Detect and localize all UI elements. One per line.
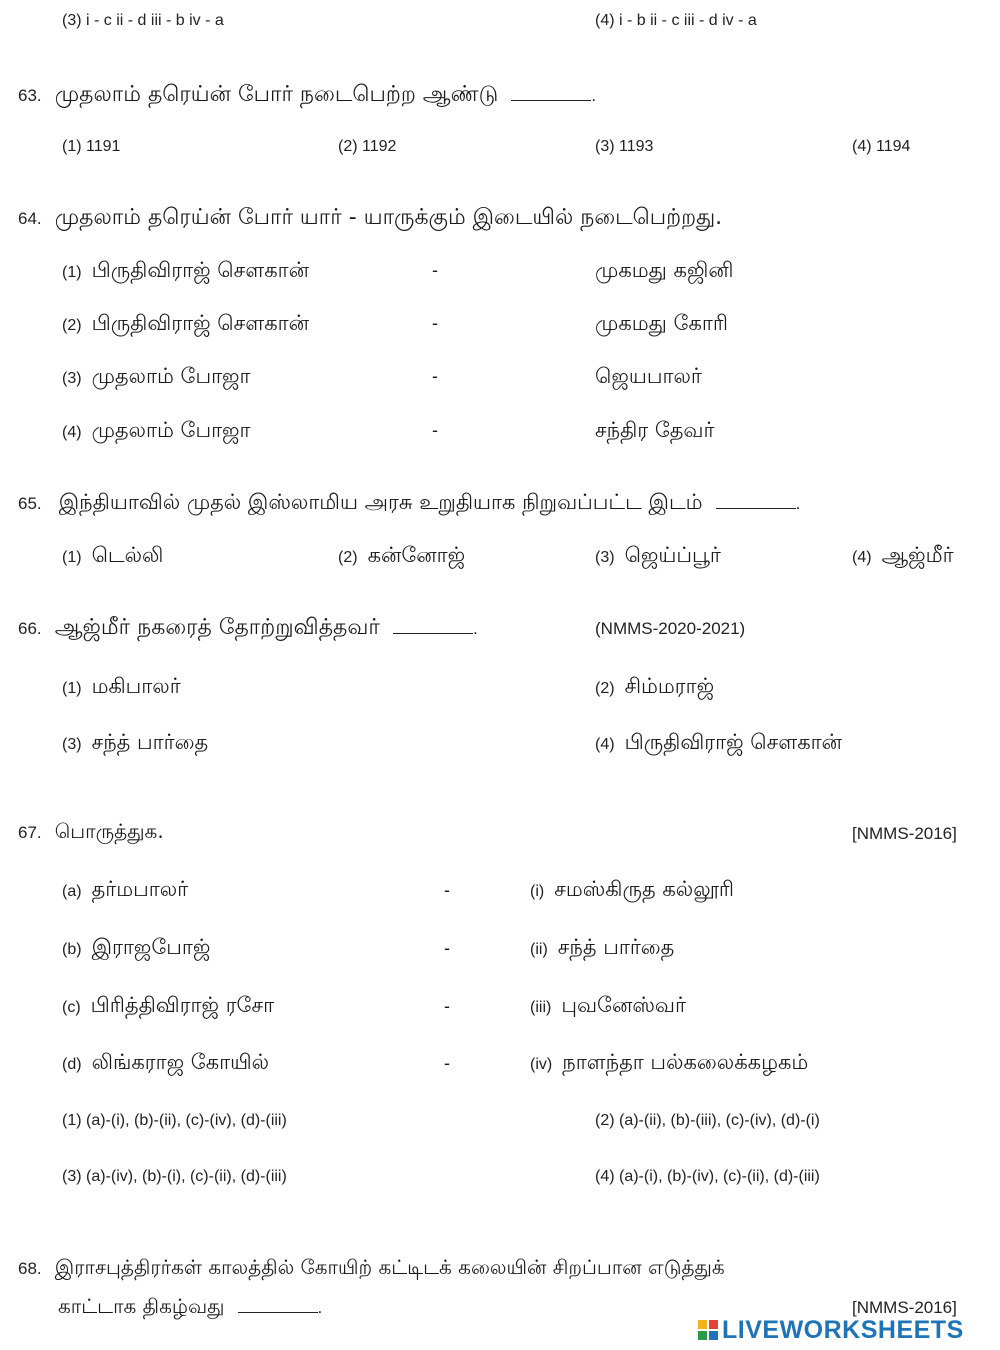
q63-option-2[interactable]: (2) 1192 <box>338 138 397 155</box>
option-number: (2) <box>338 549 358 566</box>
pair-roman: (i) <box>530 883 545 900</box>
answer-blank <box>393 615 473 634</box>
logo-squares-icon <box>698 1320 718 1340</box>
question-67 <box>18 819 164 846</box>
q66-option-2[interactable] <box>595 674 714 701</box>
pair-right: புவனேஸ்வர் <box>561 993 686 1017</box>
prev-option-4[interactable]: (4) i - b ii - c iii - d iv - a <box>595 12 757 29</box>
pair-left: லிங்கராஜ கோயில் <box>91 1050 270 1074</box>
option-number: (4) <box>595 736 615 753</box>
q67-answer-4[interactable]: (4) (a)-(i), (b)-(iv), (c)-(ii), (d)-(iii) <box>595 1168 820 1185</box>
q64-option-4[interactable] <box>62 418 251 445</box>
logo-text: LIVEWORKSHEETS <box>722 1315 964 1344</box>
q67-pair-i <box>530 877 734 904</box>
question-number: 64. <box>18 209 42 228</box>
pair-right: நாளந்தா பல்கலைக்கழகம் <box>562 1050 809 1074</box>
pair-right: சமஸ்கிருத கல்லூரி <box>554 877 735 901</box>
option-number: (4) <box>852 549 872 566</box>
question-number: 65. <box>18 494 42 513</box>
q67-pair-a <box>62 877 188 904</box>
q63-option-3[interactable]: (3) 1193 <box>595 138 654 155</box>
q67-pair-iii <box>530 993 686 1020</box>
answer-blank <box>238 1294 318 1313</box>
option-label: சந்த் பார்தை <box>91 730 209 754</box>
q65-option-1[interactable] <box>62 543 163 570</box>
option-left: முதலாம் போஜா <box>91 364 251 388</box>
option-left: பிருதிவிராஜ் சௌகான் <box>91 258 309 282</box>
pair-left: தர்மபாலர் <box>91 877 189 901</box>
question-text: இந்தியாவில் முதல் இஸ்லாமிய அரசு உறுதியாக நிறுவப்பட்ட இடம் <box>58 490 703 514</box>
option-number: (3) <box>62 736 82 753</box>
q64-dash-3: - <box>432 366 438 386</box>
q65-option-4[interactable] <box>852 543 954 570</box>
option-label: சிம்மராஜ் <box>624 674 715 698</box>
liveworksheets-logo <box>698 1316 964 1344</box>
question-text: பொருத்துக. <box>54 819 164 843</box>
pair-letter: (c) <box>62 999 81 1016</box>
prev-option-3[interactable]: (3) i - c ii - d iii - b iv - a <box>62 12 224 29</box>
q64-dash-4: - <box>432 420 438 440</box>
pair-roman: (iv) <box>530 1056 553 1073</box>
option-label: ஜெய்ப்பூர் <box>624 543 721 567</box>
question-text: முதலாம் தரெய்ன் போர் நடைபெற்ற ஆண்டு <box>54 82 499 107</box>
pair-right: சந்த் பார்தை <box>557 935 675 959</box>
exam-tag: [NMMS-2016] <box>852 824 957 843</box>
option-label: டெல்லி <box>91 543 164 567</box>
option-label: கன்னோஜ் <box>367 543 466 567</box>
q63-option-1[interactable]: (1) 1191 <box>62 138 121 155</box>
option-number: (4) <box>62 424 82 441</box>
option-number: (3) <box>62 370 82 387</box>
q67-pair-d <box>62 1050 269 1077</box>
q64-dash-2: - <box>432 313 438 333</box>
question-number: 68. <box>18 1259 42 1278</box>
q64-dash-1: - <box>432 260 438 280</box>
q67-pair-iv <box>530 1050 808 1077</box>
question-number: 67. <box>18 823 42 842</box>
q67-answer-1[interactable]: (1) (a)-(i), (b)-(ii), (c)-(iv), (d)-(iii) <box>62 1112 287 1129</box>
option-left: முதலாம் போஜா <box>91 418 251 442</box>
option-number: (2) <box>595 680 615 697</box>
q66-option-4[interactable] <box>595 730 842 757</box>
q67-dash-a: - <box>444 880 450 900</box>
option-left: பிருதிவிராஜ் சௌகான் <box>91 311 309 335</box>
question-64 <box>18 205 722 233</box>
question-number: 66. <box>18 619 42 638</box>
q67-pair-ii <box>530 935 674 962</box>
option-label: ஆஜ்மீர் <box>881 543 954 567</box>
question-text: முதலாம் தரெய்ன் போர் யார் - யாருக்கும் இடையில் நடைபெற்றது. <box>54 205 723 230</box>
pair-letter: (b) <box>62 941 82 958</box>
option-number: (1) <box>62 549 82 566</box>
answer-blank <box>716 490 796 509</box>
answer-blank <box>511 82 591 101</box>
q65-option-2[interactable] <box>338 543 465 570</box>
pair-letter: (d) <box>62 1056 82 1073</box>
q67-dash-d: - <box>444 1053 450 1073</box>
q63-option-4[interactable]: (4) 1194 <box>852 138 911 155</box>
option-label: மகிபாலர் <box>91 674 181 698</box>
question-68 <box>18 1255 725 1282</box>
q64-option-1-right: முகமது கஜினி <box>595 258 734 282</box>
pair-roman: (ii) <box>530 941 548 958</box>
question-66: 66. ஆஜ்மீர் நகரைத் தோற்றுவித்தவர் . <box>18 615 478 640</box>
q64-option-3[interactable] <box>62 364 251 391</box>
option-label: பிருதிவிராஜ் சௌகான் <box>624 730 842 754</box>
q67-dash-b: - <box>444 938 450 958</box>
q65-option-3[interactable] <box>595 543 721 570</box>
question-63: 63. முதலாம் தரெய்ன் போர் நடைபெற்ற ஆண்டு . <box>18 82 597 107</box>
q67-pair-c <box>62 993 274 1020</box>
q66-option-1[interactable] <box>62 674 181 701</box>
q64-option-2[interactable] <box>62 311 309 338</box>
q64-option-1[interactable] <box>62 258 309 285</box>
q67-dash-c: - <box>444 996 450 1016</box>
pair-left: பிரித்திவிராஜ் ரசோ <box>90 993 275 1017</box>
q64-option-2-right: முகமது கோரி <box>595 311 728 335</box>
q67-answer-3[interactable]: (3) (a)-(iv), (b)-(i), (c)-(ii), (d)-(iii) <box>62 1168 287 1185</box>
pair-left: இராஜபோஜ் <box>91 935 211 959</box>
exam-tag: [NMMS-2016] <box>852 1298 957 1317</box>
question-65: 65. இந்தியாவில் முதல் இஸ்லாமிய அரசு உறுதியாக நிறுவப்பட்ட இடம் . <box>18 490 801 514</box>
q67-pair-b <box>62 935 210 962</box>
option-number: (3) <box>595 549 615 566</box>
q64-option-3-right: ஜெயபாலர் <box>595 364 702 388</box>
question-text-line-2: காட்டாக திகழ்வது <box>58 1294 225 1318</box>
pair-roman: (iii) <box>530 999 552 1016</box>
question-number: 63. <box>18 86 42 105</box>
q64-option-4-right: சந்திர தேவர் <box>595 418 715 442</box>
option-number: (1) <box>62 680 82 697</box>
q67-answer-2[interactable]: (2) (a)-(ii), (b)-(iii), (c)-(iv), (d)-(i) <box>595 1112 820 1129</box>
question-text: ஆஜ்மீர் நகரைத் தோற்றுவித்தவர் <box>54 615 380 640</box>
pair-letter: (a) <box>62 883 82 900</box>
exam-tag: (NMMS-2020-2021) <box>595 619 746 638</box>
q66-option-3[interactable] <box>62 730 208 757</box>
option-number: (1) <box>62 264 82 281</box>
question-text-line-1: இராசபுத்திரர்கள் காலத்தில் கோயிற் கட்டிடக் கலையின் சிறப்பான எடுத்துக் <box>54 1255 725 1279</box>
option-number: (2) <box>62 317 82 334</box>
question-68-line-2: காட்டாக திகழ்வது . <box>58 1294 323 1318</box>
